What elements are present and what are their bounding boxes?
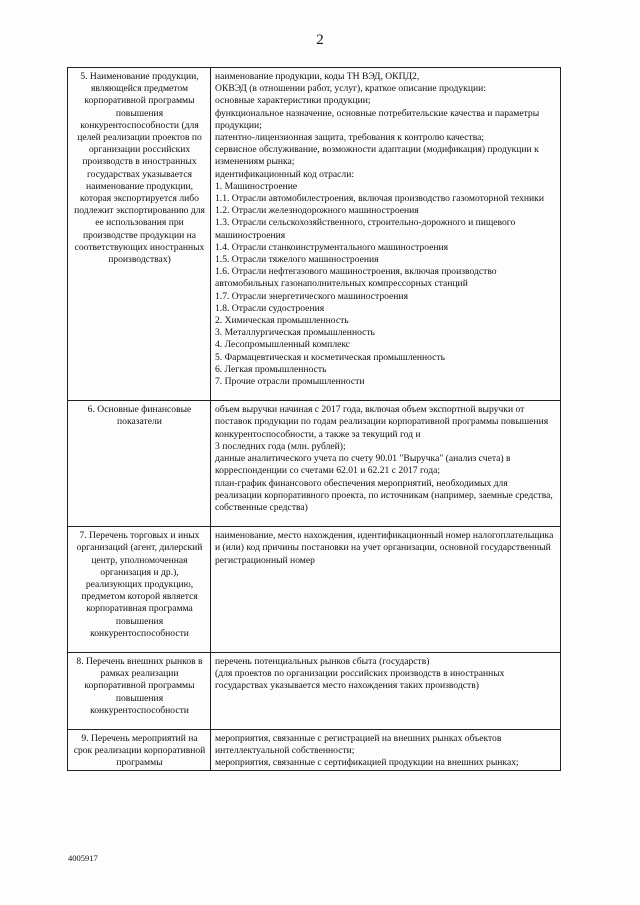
content-line: 6. Легкая промышленность bbox=[215, 363, 327, 375]
content-line: 1.8. Отрасли судостроения bbox=[215, 302, 325, 314]
row-label: 8. Перечень внешних рынков в рамках реализации корпоративной программы повышения конкурентоспособности bbox=[68, 652, 211, 729]
content-line: объем выручки начиная с 2017 года, включая объем экспортной выручки от поставок продукции по годам реализации корпоративной программы повышения конкурентоспособности, а также за текущий год и bbox=[215, 404, 549, 440]
row-label: 9. Перечень мероприятий на срок реализации корпоративной программы bbox=[68, 729, 211, 770]
content-line: 4. Лесопромышленный комплекс bbox=[215, 339, 351, 351]
content-line: 1.6. Отрасли нефтегазового машиностроения, включая производство автомобильных газонаполнительных компрессорных станций bbox=[215, 266, 497, 290]
content-line: 1.2. Отрасли железнодорожного машиностроения bbox=[215, 205, 419, 217]
content-line: ОКВЭД (в отношении работ, услуг), краткое описание продукции: bbox=[215, 83, 486, 95]
row-content bbox=[211, 527, 561, 653]
content-line: 1.1. Отрасли автомобилестроения, включая производство газомоторной техники bbox=[215, 193, 544, 205]
content-line: основные характеристики продукции; bbox=[215, 95, 371, 107]
table-row bbox=[68, 652, 561, 729]
content-line: (для проектов по организации российских производств в иностранных государствах указывается место нахождения таких производств) bbox=[215, 668, 505, 692]
content-line: идентификационный код отрасли: bbox=[215, 168, 355, 180]
content-line: наименование продукции, коды ТН ВЭД, ОКПД2, bbox=[215, 71, 420, 82]
content-line: наименование, место нахождения, идентификационный номер налогоплательщика и (или) код причины постановки на учет организации, основной государственный регистрационный номер bbox=[215, 530, 554, 566]
requirements-table bbox=[67, 67, 561, 771]
row-label: 6. Основные финансовые показатели bbox=[68, 401, 211, 527]
table-row bbox=[68, 729, 561, 770]
row-content bbox=[211, 68, 561, 401]
content-line: функциональное назначение, основные потребительские качества и параметры продукции; bbox=[215, 107, 540, 131]
table-row bbox=[68, 527, 561, 653]
table-row bbox=[68, 401, 561, 527]
content-line: патентно-лицензионная защита, требования к контролю качества; bbox=[215, 132, 485, 144]
content-line: сервисное обслуживание, возможности адаптации (модификация) продукции к изменениям рынка; bbox=[215, 144, 539, 168]
row-content bbox=[211, 401, 561, 527]
content-line: план-график финансового обеспечения мероприятий, необходимых для реализации корпоративного проекта, по источникам (например, заемные средства, собственные средства) bbox=[215, 477, 553, 513]
row-label: 7. Перечень торговых и иных организаций (агент, дилерский центр, уполномоченная организация и др.), реализующих продукцию, предметом которой является корпоративная программа повышения конкурентоспособности bbox=[68, 527, 211, 653]
content-line: 5. Фармацевтическая и косметическая промышленность bbox=[215, 351, 445, 363]
content-line: 1.5. Отрасли тяжелого машиностроения bbox=[215, 254, 379, 266]
content-line: мероприятия, связанные с регистрацией на внешних рынках объектов интеллектуальной собственности; bbox=[215, 732, 502, 757]
content-line: 3 последних года (млн. рублей); bbox=[215, 440, 346, 452]
row-content bbox=[211, 729, 561, 770]
content-line: 1. Машиностроение bbox=[215, 180, 298, 192]
content-line: данные аналитического учета по счету 90.01 "Выручка" (анализ счета) в корреспонденции со счетами 62.01 и 62.21 с 2017 года; bbox=[215, 453, 511, 477]
row-label: 5. Наименование продукции, являющейся предметом корпоративной программы повышения конкурентоспособности (для целей реализации проектов по организации российских производств в иностранных государствах указывается наименование продукции, которая экспортируется либо подлежит экспортированию для ее использования при производстве продукции на соответствующих иностранных производствах) bbox=[68, 68, 211, 401]
content-line: 2. Химическая промышленность bbox=[215, 315, 349, 327]
row-content bbox=[211, 652, 561, 729]
content-line: 1.3. Отрасли сельскохозяйственного, строительно-дорожного и пищевого машиностроения bbox=[215, 217, 516, 241]
content-line: 1.7. Отрасли энергетического машиностроения bbox=[215, 290, 408, 302]
content-line: мероприятия, связанные с сертификацией продукции на внешних рынках; bbox=[215, 757, 519, 769]
content-line: 3. Металлургическая промышленность bbox=[215, 327, 375, 339]
content-line: перечень потенциальных рынков сбыта (государств) bbox=[215, 655, 430, 667]
content-line: 1.4. Отрасли станкоинструментального машиностроения bbox=[215, 241, 449, 253]
content-line: 7. Прочие отрасли промышленности bbox=[215, 376, 365, 388]
page-number: 2 bbox=[316, 32, 324, 48]
document-code: 4005917 bbox=[68, 853, 98, 863]
table-row bbox=[68, 68, 561, 401]
